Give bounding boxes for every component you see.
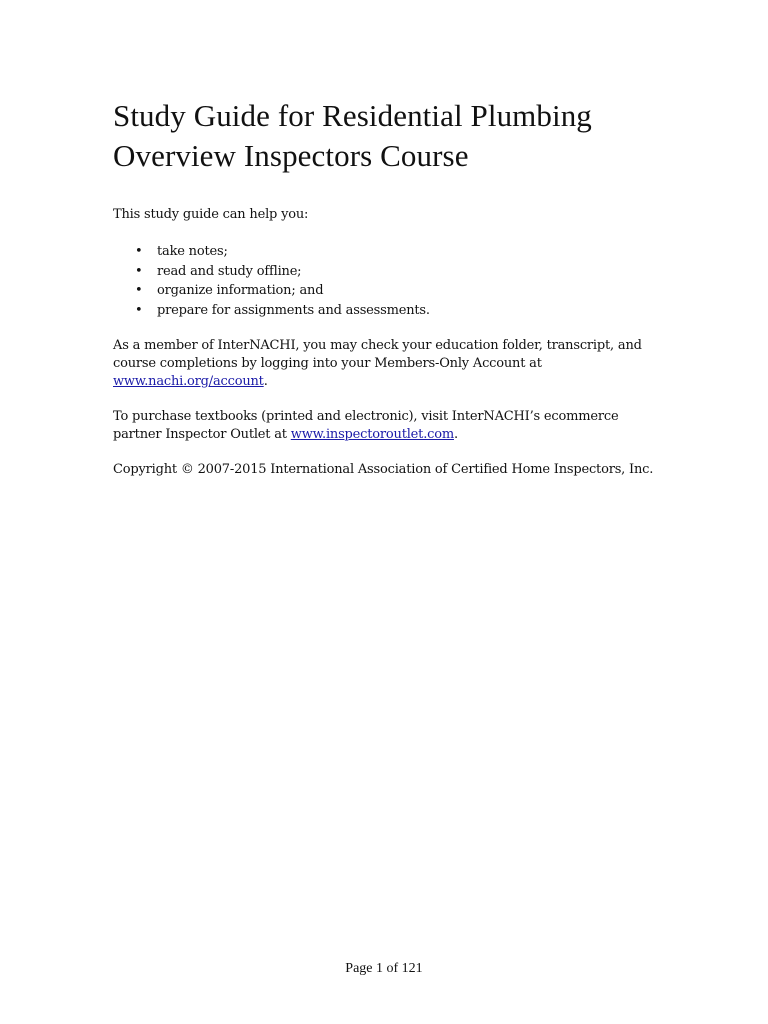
membership-paragraph <box>113 337 673 391</box>
inspector-outlet-link[interactable]: www.inspectoroutlet.com <box>290 427 454 442</box>
membership-period: . <box>263 374 268 389</box>
document-title <box>113 96 673 176</box>
purchase-text-line-2: partner Inspector Outlet at <box>113 427 291 442</box>
copyright-text: Copyright © 2007-2015 International Association of Certified Home Inspectors, Inc. <box>113 462 654 477</box>
membership-text-line-2: course completions by logging into your Members-Only Account at <box>113 356 542 371</box>
title-line-1: Study Guide for Residential Plumbing <box>113 98 592 133</box>
title-line-2: Overview Inspectors Course <box>113 138 469 173</box>
page-number: Page 1 of 121 <box>345 961 423 976</box>
purchase-period: . <box>453 427 458 442</box>
membership-text-line-1: As a member of InterNACHI, you may check your education folder, transcript, and <box>113 338 642 353</box>
bullet-text: read and study offline; <box>157 263 302 279</box>
bullet-icon: • <box>135 302 143 318</box>
bullet-text: take notes; <box>157 244 228 259</box>
bullet-text: organize information; and <box>157 283 324 298</box>
list-item <box>113 301 673 321</box>
purchase-paragraph <box>113 408 673 444</box>
document-content <box>113 96 673 479</box>
bullet-list <box>113 242 673 320</box>
list-item <box>113 281 673 301</box>
account-link[interactable]: www.nachi.org/account <box>113 374 264 389</box>
list-item <box>113 262 673 282</box>
bullet-icon: • <box>135 283 143 298</box>
list-item <box>113 242 673 262</box>
bullet-icon: • <box>135 244 143 259</box>
purchase-text-line-1: To purchase textbooks (printed and electronic), visit InterNACHI’s ecommerce <box>113 409 619 424</box>
bullet-text: prepare for assignments and assessments. <box>157 302 430 318</box>
bullet-icon: • <box>135 263 143 279</box>
intro-text: This study guide can help you: <box>113 207 309 222</box>
